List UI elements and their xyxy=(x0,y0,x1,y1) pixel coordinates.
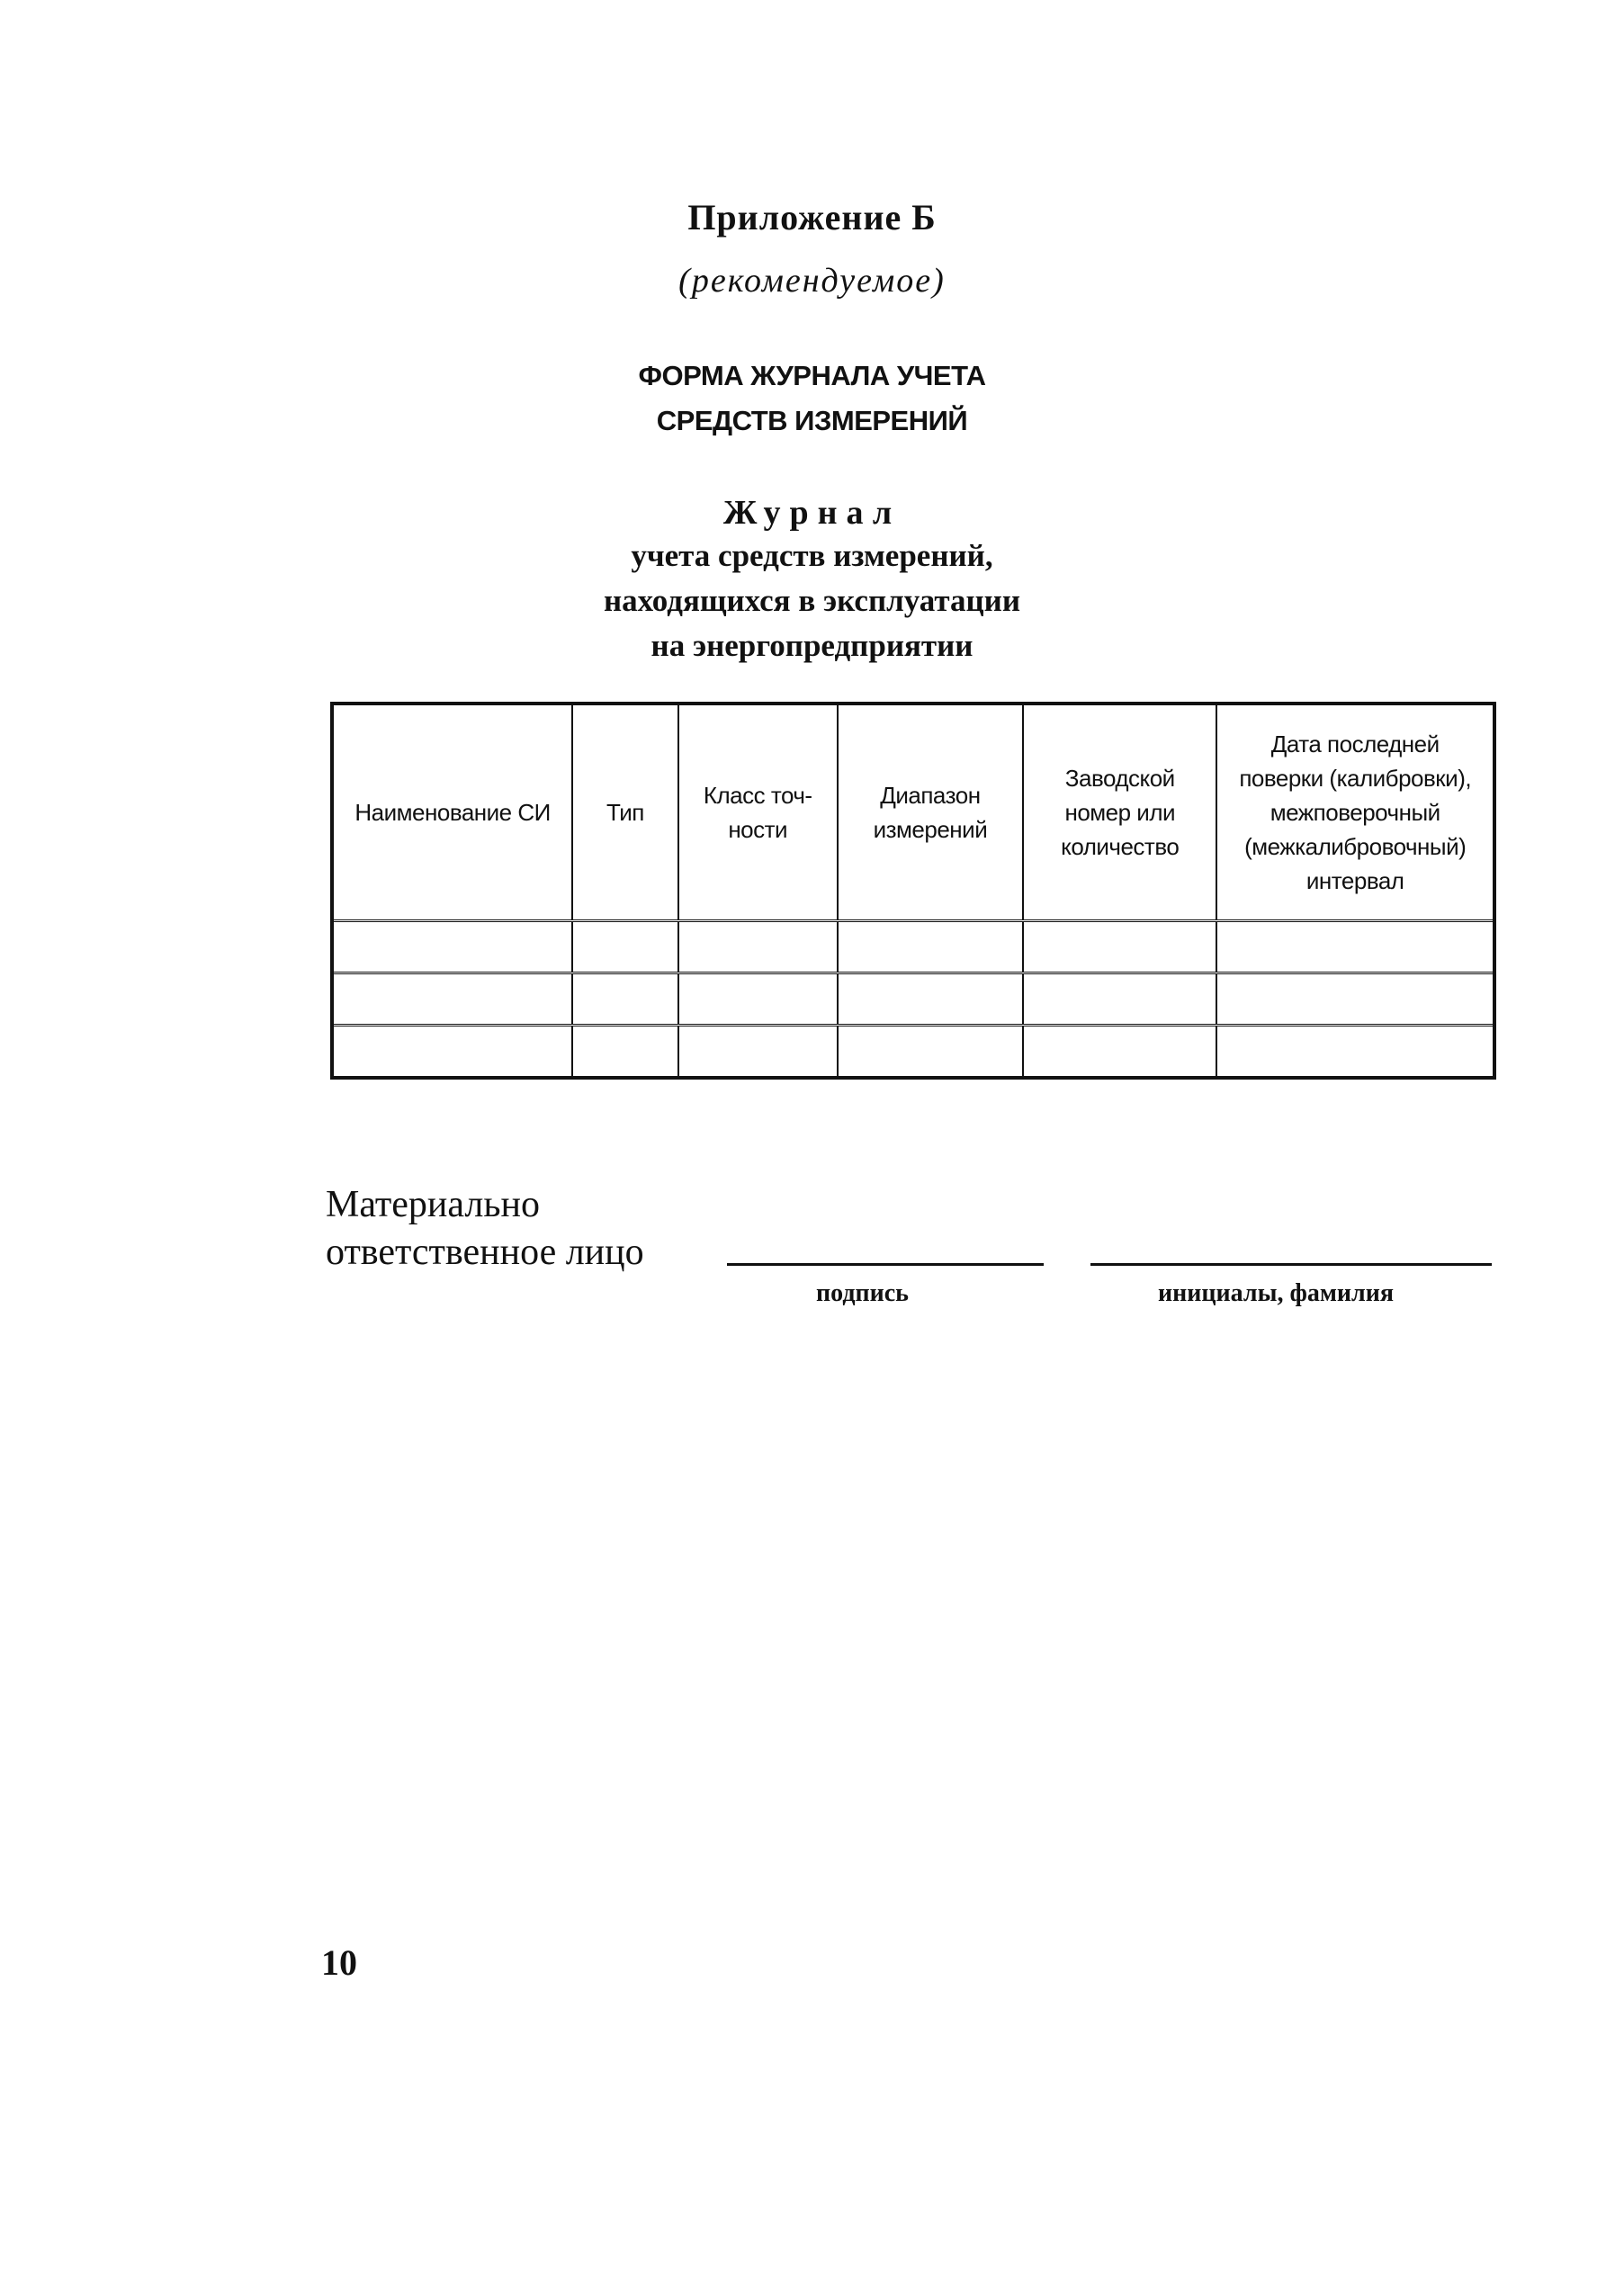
table-cell xyxy=(572,973,677,1026)
table-row xyxy=(332,973,1494,1026)
column-header-text: межповерочный xyxy=(1270,799,1440,826)
appendix-subtitle: (рекомендуемое) xyxy=(678,262,946,300)
table-cell xyxy=(332,921,572,973)
column-header-text: Заводской xyxy=(1064,765,1175,792)
journal-title: Журнал xyxy=(722,494,902,532)
column-header-name xyxy=(332,704,572,921)
column-header-type xyxy=(572,704,677,921)
initials-surname-line xyxy=(1090,1263,1492,1266)
table-cell xyxy=(572,921,677,973)
table-row xyxy=(332,1026,1494,1079)
column-header-text: Тип xyxy=(606,799,644,826)
column-header-text: номер или xyxy=(1064,799,1176,826)
column-header-text: ности xyxy=(728,816,788,843)
table-cell xyxy=(1216,1026,1494,1079)
column-header-text: Дата последней xyxy=(1270,731,1440,758)
table-cell xyxy=(1023,921,1216,973)
column-header-text: количество xyxy=(1061,833,1180,860)
form-title-line-2: СРЕДСТВ ИЗМЕРЕНИЙ xyxy=(656,405,968,436)
column-header-text: Класс точ- xyxy=(703,782,812,809)
responsible-person-label-line-1: Материально xyxy=(326,1184,540,1225)
responsible-person-label-line-2: ответственное лицо xyxy=(326,1232,644,1273)
page-number: 10 xyxy=(321,1942,357,1983)
journal-table xyxy=(330,702,1496,1080)
table-cell xyxy=(838,973,1023,1026)
journal-subtitle-line-3: на энергопредприятии xyxy=(650,628,974,663)
signature-line xyxy=(727,1263,1044,1266)
table-cell xyxy=(678,973,838,1026)
table-cell xyxy=(1216,973,1494,1026)
column-header-text: Наименование СИ xyxy=(354,799,551,826)
table-row xyxy=(332,921,1494,973)
table-cell xyxy=(678,1026,838,1079)
table-cell xyxy=(1023,1026,1216,1079)
table-cell xyxy=(838,1026,1023,1079)
column-header-text: измерений xyxy=(873,816,988,843)
column-header-accuracy-class xyxy=(678,704,838,921)
signature-caption: подпись xyxy=(816,1279,909,1307)
column-header-text: (межкалибровочный) xyxy=(1244,833,1467,860)
column-header-serial-number xyxy=(1023,704,1216,921)
table-cell xyxy=(332,973,572,1026)
column-header-text: Диапазон xyxy=(880,782,981,809)
table-cell xyxy=(838,921,1023,973)
table-cell xyxy=(572,1026,677,1079)
journal-subtitle-line-1: учета средств измерений, xyxy=(631,538,993,573)
column-header-text: интервал xyxy=(1305,867,1404,894)
table-cell xyxy=(332,1026,572,1079)
table-cell xyxy=(1023,973,1216,1026)
column-header-measurement-range xyxy=(838,704,1023,921)
initials-surname-caption: инициалы, фамилия xyxy=(1158,1279,1395,1307)
journal-subtitle-line-2: находящихся в эксплуатации xyxy=(603,583,1021,618)
column-header-text: поверки (калибровки), xyxy=(1239,765,1472,792)
column-header-verification-date xyxy=(1216,704,1494,921)
table-cell xyxy=(678,921,838,973)
table-body xyxy=(332,921,1494,1079)
appendix-title: Приложение Б xyxy=(687,197,937,238)
table-cell xyxy=(1216,921,1494,973)
table-header-row xyxy=(332,704,1494,921)
form-title-line-1: ФОРМА ЖУРНАЛА УЧЕТА xyxy=(638,360,986,391)
